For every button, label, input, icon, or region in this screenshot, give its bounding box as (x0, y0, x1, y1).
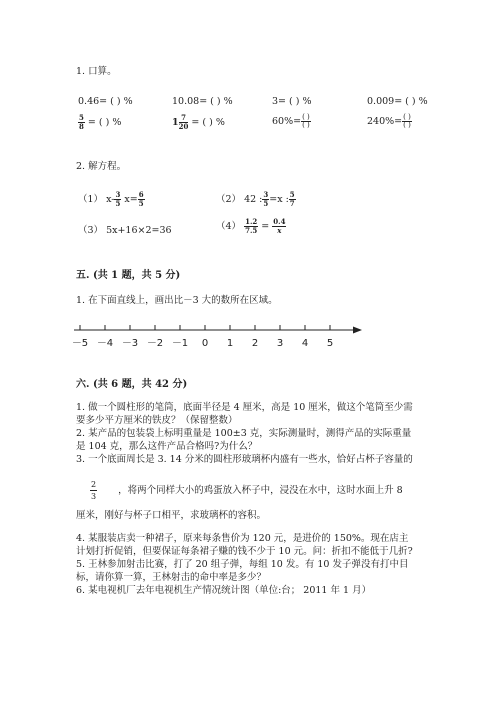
oral-q5: $\frac{5}{8}$ = ( ) % (79, 113, 122, 131)
tick-group (72, 325, 333, 349)
tick-label: 5 (326, 338, 334, 349)
tick-label: －3 (121, 338, 139, 349)
q-line-2: 要多少平方厘米的铁皮？（保留整数） (76, 415, 238, 426)
section5-heading: 五. (共 1 题，共 5 分) (76, 270, 181, 281)
q-line-5: 3. 一个底面周长是 3. 14 分米的圆柱形玻璃杯内盛有一些水，恰好占杯子容量的 (76, 454, 413, 465)
section5-question: 1. 在下面直线上，画出比－3 大的数所在区域。 (76, 295, 278, 306)
q-line-9: 5. 王林参加射击比赛，打了 20 组子弹，每组 10 发。有 10 发子弹没有打中目 (76, 559, 409, 570)
fraction: $\frac{2}{3}$ (91, 480, 97, 501)
q-line-1: 1. 做一个圆柱形的笔筒，底面半径是 4 厘米，高是 10 厘米，做这个笔筒至少需 (76, 402, 413, 413)
oral-q7: 60%= $\frac{( )}{( )}$ (272, 113, 310, 129)
section1-title: 1. 口算。 (76, 66, 117, 77)
q3-fraction-line: $\frac{2}{3}$ ，将两个同样大小的鸡蛋放入杯子中，浸没在水中，这时水面上升 8 (91, 480, 403, 501)
oral-q2: 10.08= ( ) % (172, 96, 233, 107)
equation-4: （4） $\frac{1.2}{7.5}$ = $\frac{0.4}{x}$ (216, 217, 286, 235)
tick-label: －4 (96, 338, 114, 349)
tick-label: 3 (276, 338, 284, 349)
number-line-svg (70, 318, 370, 354)
oral-q8: 240%= $\frac{( )}{( )}$ (367, 113, 411, 129)
fraction: $\frac{5}{8}$ (79, 113, 84, 131)
fraction: $\frac{7}{20}$ (178, 113, 189, 131)
q-line-6: 厘米，刚好与杯子口相平，求玻璃杯的容积。 (76, 510, 267, 521)
oral-q3: 3= ( ) % (272, 96, 312, 107)
oral-q4: 0.009= ( ) % (367, 96, 428, 107)
fraction-blank: $\frac{( )}{( )}$ (302, 113, 310, 129)
fraction-blank: $\frac{( )}{( )}$ (403, 113, 411, 129)
oral-q6: 1 $\frac{7}{20}$ = ( ) % (172, 113, 225, 131)
tick-label: －1 (171, 338, 189, 349)
tick-label: 4 (301, 338, 309, 349)
equation-3: （3） 5x+16×2=36 (78, 225, 172, 236)
tick-label: －2 (146, 338, 164, 349)
oral-q1: 0.46= ( ) % (78, 96, 133, 107)
q-line-8: 计划打折促销，但要保证每条裙子赚的钱不少于 10 元。问：折扣不能低于几折? (76, 546, 413, 557)
q-line-7: 4. 某服装店卖一种裙子，原来每条售价为 120 元，是进价的 150%。现在店主 (76, 533, 409, 544)
tick-label: 2 (251, 338, 259, 349)
tick-label: 1 (226, 338, 234, 349)
q-line-4: 是 104 克，那么这件产品合格吗?为什么？ (76, 441, 258, 452)
q-line-11: 6. 某电视机厂去年电视机生产情况统计图（单位:台； 2011 年 1 月） (76, 585, 372, 596)
section2-title: 2. 解方程。 (76, 161, 127, 172)
section6-heading: 六. (共 6 题，共 42 分) (76, 379, 188, 390)
tick-label: 0 (201, 338, 209, 349)
q-line-3: 2. 某产品的包装袋上标明重量是 100±3 克，实际测量时，测得产品的实际重量 (76, 428, 412, 439)
q-line-10: 标，请你算一算，王林射击的命中率是多少？ (76, 572, 267, 583)
equation-2: （2） 42 : $\frac{3}{5}$ =x : $\frac{5}{7}$ (216, 190, 295, 208)
number-line (70, 318, 370, 357)
tick-label: －5 (71, 338, 89, 349)
equation-1: （1） x- $\frac{3}{5}$ x= $\frac{6}{5}$ (78, 190, 144, 208)
arrow-head (353, 327, 362, 334)
